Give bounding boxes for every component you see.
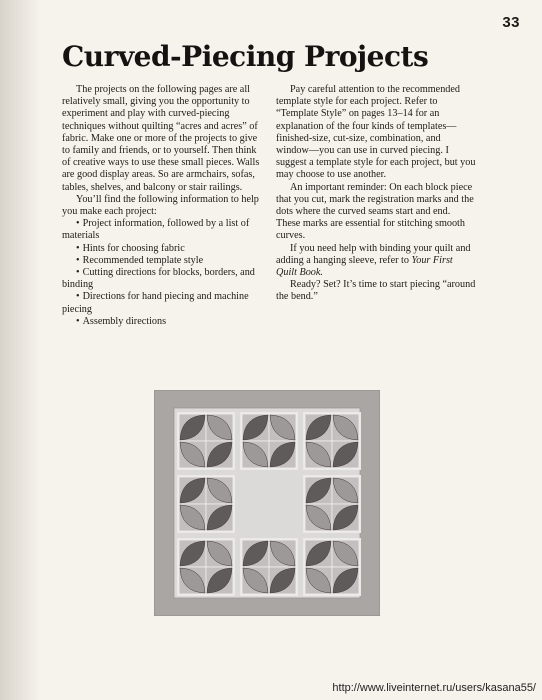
bullet-icon: • (76, 242, 80, 254)
page-gutter-shadow (0, 0, 40, 700)
watermark-url: http://www.liveinternet.ru/users/kasana55/ (332, 682, 536, 694)
project-info-list (62, 218, 262, 328)
list-item: • Assembly directions (76, 315, 167, 327)
list-item: • Directions for hand piecing and machine piecing (62, 291, 249, 315)
bullet-icon: • (76, 218, 80, 230)
list-item: • Cutting directions for blocks, borders, and binding (62, 267, 255, 291)
intro-paragraph: The projects on the following pages are all relatively small, giving you the opportunity to experiment and play with curved-piecing techniques without quilting “acres and acres” of fabric. Make one or more of the projects to give to family and friends, or to yourself. Then think of creative ways to use these small pieces. Walls are good display areas. So are armchairs, sofas, tables, shelves, and balcony or stair railings. (62, 84, 260, 193)
quilt-diagram (154, 390, 380, 616)
closing-paragraph: Ready? Set? It’s time to start piecing “around the bend.” (276, 279, 476, 303)
page-title: Curved-Piecing Projects (62, 40, 429, 73)
bullet-icon: • (76, 254, 80, 266)
binding-paragraph: If you need help with binding your quilt and adding a hanging sleeve, refer to Your First Quilt Book. (276, 242, 471, 279)
bullet-icon: • (76, 267, 80, 279)
list-item: • Project information, followed by a list of materials (62, 218, 250, 242)
bullet-icon: • (76, 291, 80, 303)
template-style-paragraph: Pay careful attention to the recommended template style for each project. Refer to “Template Style” on pages 13–14 for an explanation of the four kinds of templates—finished-size, cut-size, combination, and window—you can use in curved piecing. I suggest a template style for each project, but you may choose to use another. (276, 84, 476, 181)
right-column (276, 84, 476, 304)
bullet-icon: • (76, 315, 80, 327)
list-item: • Hints for choosing fabric (76, 242, 185, 254)
book-title: Your First Quilt Book. (276, 254, 453, 279)
page-number: 33 (502, 14, 520, 31)
reminder-paragraph: An important reminder: On each block piece that you cut, mark the registration marks and the dots where the curved seams start and end. These marks are essential for stitching smooth curves. (276, 181, 474, 242)
list-item: • Recommended template style (76, 254, 204, 266)
info-intro-paragraph: You’ll find the following information to help you make each project: (62, 193, 259, 218)
quilt-illustration (154, 390, 380, 616)
left-column (62, 84, 262, 328)
